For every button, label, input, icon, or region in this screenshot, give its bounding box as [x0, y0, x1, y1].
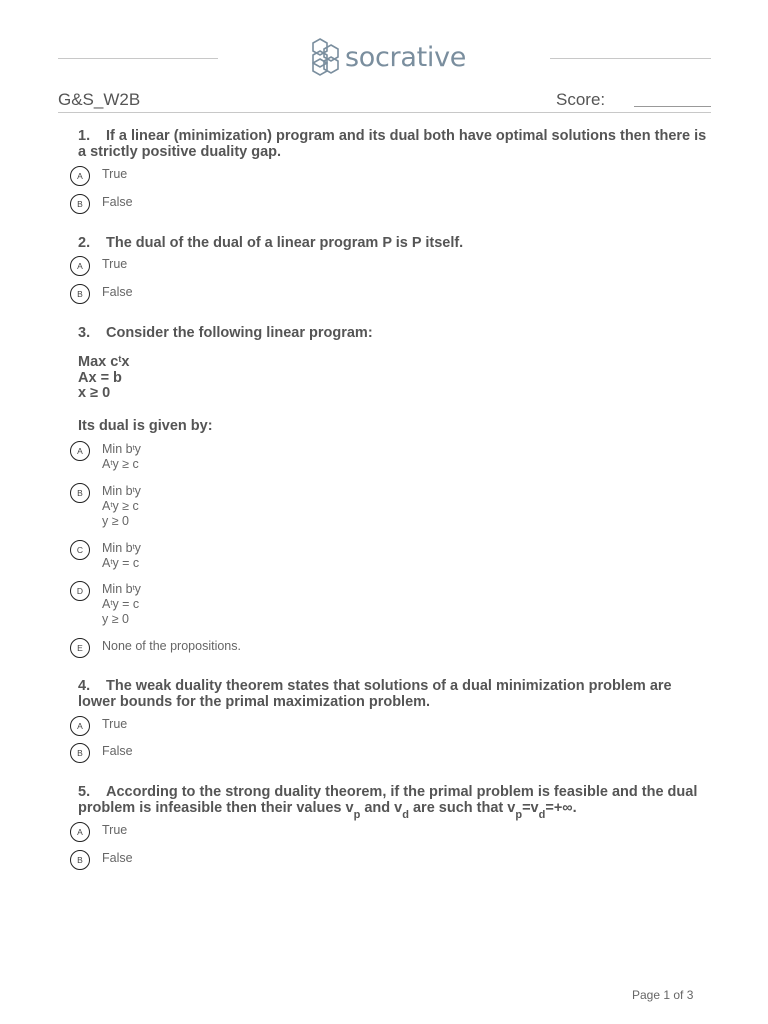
question-text: If a linear (minimization) program and its dual both have optimal solutions then there is a strictly positive duality gap. — [78, 128, 707, 160]
score-blank-line — [634, 106, 711, 107]
option-bubble[interactable]: A — [70, 822, 90, 842]
option-bubble[interactable]: D — [70, 581, 90, 601]
question-number: 5. — [78, 784, 91, 800]
option-bubble[interactable]: B — [70, 850, 90, 870]
hexagon-logo-icon — [308, 37, 342, 77]
option-label: Min $b^ty$ $A^ty \ge c$ y ≥ 0 — [102, 484, 141, 528]
logo-wordmark: socrative — [345, 41, 467, 73]
option-label: False — [102, 285, 133, 299]
option-label: False — [102, 744, 133, 758]
option-label: False — [102, 195, 133, 209]
socrative-logo — [308, 36, 466, 78]
question-text: The dual of the dual of a linear program P is P itself. — [106, 235, 464, 251]
question-number: 2. — [78, 235, 91, 251]
option-label: True — [102, 167, 128, 181]
option-bubble[interactable]: A — [70, 441, 90, 461]
question-3-subprompt: Its dual is given by: — [78, 418, 213, 434]
program-objective: Max $c^tx$ — [78, 354, 130, 370]
question-number: 1. — [78, 128, 91, 144]
quiz-title: G&S_W2B — [58, 90, 141, 109]
option-bubble[interactable]: B — [70, 284, 90, 304]
option-label: Min $b^ty$ $A^ty = c$ y ≥ 0 — [102, 582, 141, 626]
linear-program — [78, 355, 129, 402]
option-label: True — [102, 823, 128, 837]
option-bubble[interactable]: A — [70, 166, 90, 186]
option-bubble[interactable]: B — [70, 194, 90, 214]
question-number: 4. — [78, 678, 91, 694]
question-text: Consider the following linear program: — [106, 325, 373, 341]
option-bubble[interactable]: E — [70, 638, 90, 658]
option-bubble[interactable]: B — [70, 743, 90, 763]
question-text: The weak duality theorem states that solutions of a dual minimization problem are lower bounds for the primal maximization problem. — [78, 678, 672, 710]
question-4 — [78, 678, 708, 710]
question-text: According to the strong duality theorem, if the primal problem is feasible and the dual problem is infeasible then their values $v_p$ and $v_d$ are such that $v_p=v_d=+\infty$. — [78, 784, 698, 821]
option-bubble[interactable]: A — [70, 256, 90, 276]
option-label: True — [102, 257, 128, 271]
option-label: False — [102, 851, 133, 865]
page-number: Page 1 of 3 — [632, 988, 694, 1002]
question-5 — [78, 784, 708, 821]
option-bubble[interactable]: A — [70, 716, 90, 736]
header-divider — [58, 112, 711, 113]
program-nonnegativity: x ≥ 0 — [78, 385, 111, 401]
question-3 — [78, 325, 708, 341]
option-bubble[interactable]: C — [70, 540, 90, 560]
option-label: Min $b^ty$ $A^ty \ge c$ — [102, 442, 141, 471]
option-bubble[interactable]: B — [70, 483, 90, 503]
option-label: None of the propositions. — [102, 639, 241, 653]
question-1 — [78, 128, 708, 160]
option-label: True — [102, 717, 128, 731]
question-2 — [78, 235, 708, 251]
header-rule-right — [550, 58, 711, 59]
question-number: 3. — [78, 325, 91, 341]
score-label: Score: — [556, 90, 606, 109]
header-rule-left — [58, 58, 218, 59]
program-constraint: Ax = b — [78, 369, 122, 386]
option-label: Min $b^ty$ $A^ty = c$ — [102, 541, 141, 570]
